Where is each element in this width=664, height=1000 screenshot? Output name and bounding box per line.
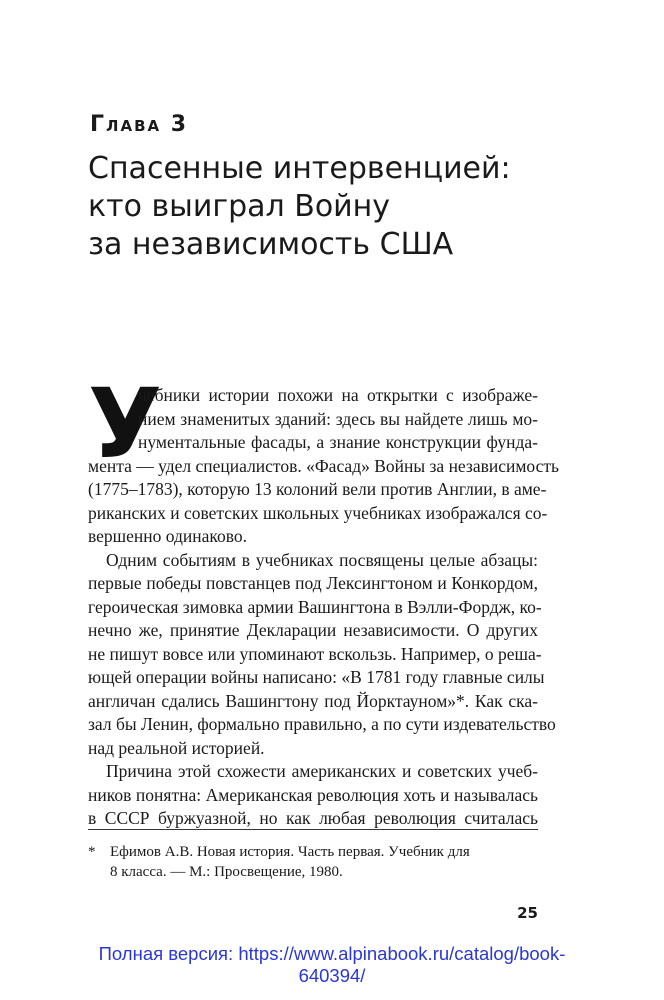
text-line: Причина этой схожести американских и советских учеб- <box>106 761 538 781</box>
footnote-line: 8 класса. — М.: Просвещение, 1980. <box>110 864 343 880</box>
full-version-link-line[interactable]: Полная версия: https://www.alpinabook.ru/catalog/book- <box>98 943 566 964</box>
text-line: ющей операции войны написано: «В 1781 году главные силы <box>88 667 545 687</box>
text-line: нументальные фасады, а знание конструкции фунда- <box>138 432 538 452</box>
full-version-link[interactable] <box>60 943 604 987</box>
paragraph-2 <box>88 549 556 761</box>
page-number: 25 <box>517 904 538 922</box>
footnote-divider <box>88 829 538 830</box>
text-line: зал бы Ленин, формально правильно, а по сути издевательство <box>88 714 556 734</box>
text-line: нечно же, принятие Декларации независимости. О других <box>88 620 538 640</box>
text-line: мента — удел специалистов. «Фасад» Войны за независимость <box>88 455 560 476</box>
footnote-mark: * <box>88 844 96 860</box>
text-line: вершенно одинаково. <box>88 526 248 546</box>
body-text <box>88 368 560 831</box>
text-line: нием знаменитых зданий: здесь вы найдете лишь мо- <box>138 408 538 429</box>
chapter-title-line: кто выиграл Войну <box>88 189 391 224</box>
footnote <box>88 842 538 882</box>
paragraph-3 <box>88 760 538 831</box>
text-line: не пишут вовсе или упоминают вскользь. Например, о реша- <box>88 643 542 664</box>
text-line: ников понятна: Американская революция хоть и называлась <box>88 784 538 805</box>
text-line: (1775–1783), которую 13 колоний вели против Англии, в аме- <box>88 479 547 499</box>
text-line: Одним событиям в учебниках посвящены целые абзацы: <box>106 549 538 570</box>
chapter-title-line: за независимость США <box>88 227 454 262</box>
drop-cap: У <box>88 368 163 480</box>
paragraph-1 <box>88 368 560 549</box>
text-line: чебники истории похожи на открытки с изображе- <box>138 385 538 405</box>
chapter-title-line: Спасенные интервенцией: <box>88 151 511 186</box>
text-line: первые победы повстанцев под Лексингтоном и Конкордом, <box>88 573 538 593</box>
text-line: героическая зимовка армии Вашингтона в Вэлли-Фордж, ко- <box>88 596 542 617</box>
text-line: англичан сдались Вашингтону под Йорктауном»*. Как ска- <box>88 690 538 711</box>
text-line: в СССР буржуазной, но как любая революция считалась <box>88 808 538 828</box>
full-version-link-line[interactable]: 640394/ <box>298 965 366 986</box>
chapter-title <box>88 150 548 264</box>
chapter-label: Глава 3 <box>90 112 189 137</box>
text-line: над реальной историей. <box>88 737 265 758</box>
text-line: риканских и советских школьных учебниках изображался со- <box>88 502 548 523</box>
footnote-line: Ефимов А.В. Новая история. Часть первая. Учебник для <box>110 844 470 860</box>
